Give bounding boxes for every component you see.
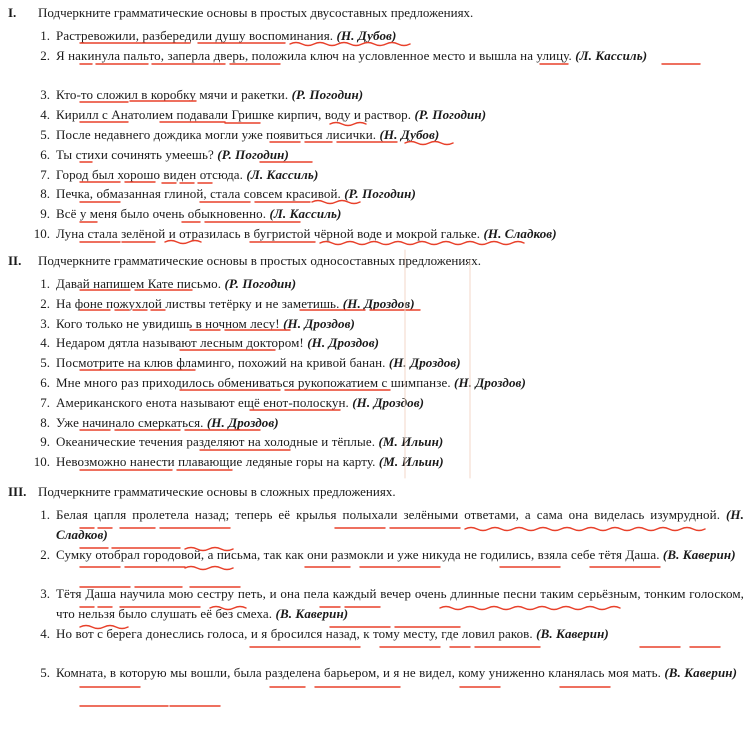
item-number: 4. — [40, 625, 50, 641]
item-number: 6. — [40, 146, 50, 162]
list-item — [0, 46, 750, 86]
list-item — [0, 204, 750, 224]
item-number: 6. — [40, 374, 50, 390]
item-text: Посмотрите на клюв фламинго, похожий на кривой банан. (Н. Дроздов) — [56, 355, 461, 371]
item-number: 1. — [40, 276, 50, 291]
list-item — [0, 432, 750, 452]
section-number: I. — [8, 5, 17, 20]
item-text: Невозможно нанести плавающие ледяные горы на карту. (М. Ильин) — [56, 454, 444, 470]
list-item — [0, 85, 750, 105]
list-item — [0, 663, 750, 703]
item-text: Но вот с берега донеслись голоса, и я бросился назад, к тому месту, где ловил раков. (В. Каверин) — [56, 625, 609, 641]
section-title: Подчеркните грамматические основы в простых односоставных предложениях. — [38, 253, 482, 268]
item-text: Кого только не увидишь в ночном лесу! (Н. Дроздов) — [56, 315, 355, 331]
item-number: 9. — [40, 206, 50, 222]
item-number: 9. — [40, 434, 50, 450]
list-item — [0, 274, 750, 294]
item-number: 3. — [40, 586, 50, 602]
item-number: 5. — [40, 126, 50, 142]
list-item — [0, 224, 750, 244]
list-item — [0, 373, 750, 393]
item-number: 2. — [40, 295, 50, 311]
item-number: 8. — [40, 186, 50, 202]
item-text: Океанические течения разделяют на холодные и тёплые. (М. Ильин) — [56, 434, 444, 450]
item-text: Всё у меня было очень обыкновенно. (Л. Кассиль) — [56, 206, 342, 222]
item-text: Давай напишем Кате письмо. (Р. Погодин) — [56, 276, 297, 291]
list-item — [0, 545, 750, 585]
list-item — [0, 413, 750, 433]
item-number: 3. — [40, 87, 50, 103]
list-item — [0, 393, 750, 413]
item-number: 8. — [40, 414, 50, 430]
exercise-list — [0, 274, 750, 472]
list-item — [0, 584, 750, 624]
item-text: Белая цапля пролетела назад; теперь её крылья полыхали зелёными ответами, а сама она виделась изумрудной. (Н. Сладков) — [56, 507, 744, 542]
list-item — [0, 314, 750, 334]
section-number: II. — [8, 253, 22, 268]
item-number: 10. — [33, 454, 50, 470]
item-text: Американского енота называют ещё енот-полоскун. (Н. Дроздов) — [56, 394, 425, 410]
item-text: Кирилл с Анатолием подавали Гришке кирпич, воду и раствор. (Р. Погодин) — [56, 107, 487, 123]
item-text: Мне много раз приходилось обмениваться рукопожатием с шимпанзе. (Н. Дроздов) — [56, 374, 526, 390]
item-text: Недаром дятла называют лесным доктором! (Н. Дроздов) — [56, 335, 380, 351]
item-text: Я накинула пальто, заперла дверь, положила ключ на условленное место и вышла на улицу. (Л. Кассиль) — [56, 47, 648, 63]
item-text: Печка, обмазанная глиной, стала совсем красивой. (Р. Погодин) — [56, 186, 416, 202]
item-text: Город был хорошо виден отсюда. (Л. Кассиль) — [56, 166, 319, 182]
list-item — [0, 184, 750, 204]
item-number: 2. — [40, 546, 50, 562]
item-text: Ты стихи сочинять умеешь? (Р. Погодин) — [56, 146, 289, 162]
section-heading — [8, 483, 396, 501]
exercise-list — [0, 505, 750, 703]
list-item — [0, 165, 750, 185]
item-number: 1. — [40, 507, 50, 522]
item-text: На фоне пожухлой листвы тетёрку и не заметишь. (Н. Дроздов) — [56, 295, 415, 311]
exercise-list — [0, 26, 750, 244]
list-item — [0, 294, 750, 314]
section-title: Подчеркните грамматические основы в простых двусоставных предложениях. — [38, 5, 474, 20]
item-number: 2. — [40, 47, 50, 63]
list-item — [0, 145, 750, 165]
item-number: 4. — [40, 335, 50, 351]
section-heading — [8, 252, 481, 270]
section-heading — [8, 4, 473, 22]
list-item — [0, 125, 750, 145]
item-text: Кто-то сложил в коробку мячи и ракетки. (Р. Погодин) — [56, 87, 364, 103]
item-text: Растревожили, разбередили душу воспоминания. (Н. Дубов) — [56, 28, 397, 43]
item-text: Луна стала зелёной и отразилась в бугристой чёрной воде и мокрой гальке. (Н. Сладков) — [56, 225, 557, 241]
list-item — [0, 333, 750, 353]
list-item — [0, 26, 750, 46]
item-number: 7. — [40, 166, 50, 182]
list-item — [0, 624, 750, 664]
item-number: 3. — [40, 315, 50, 331]
item-number: 7. — [40, 394, 50, 410]
item-number: 5. — [40, 355, 50, 371]
list-item — [0, 105, 750, 125]
item-number: 10. — [33, 225, 50, 241]
item-number: 4. — [40, 107, 50, 123]
item-text: После недавнего дождика могли уже появиться лисички. (Н. Дубов) — [56, 126, 440, 142]
list-item — [0, 505, 750, 545]
item-number: 5. — [40, 665, 50, 681]
item-text: Уже начинало смеркаться. (Н. Дроздов) — [56, 414, 279, 430]
item-text: Тётя Даша научила мою сестру петь, и она пела каждый вечер очень длинные песни таким серьёзным, тонким голоском, что нельзя было слушать её без смеха. (В. Каверин) — [56, 586, 744, 621]
list-item — [0, 452, 750, 472]
section-title: Подчеркните грамматические основы в сложных предложениях. — [38, 484, 396, 499]
list-item — [0, 353, 750, 373]
item-number: 1. — [40, 28, 50, 43]
item-text: Сумку отобрал городовой, а письма, так как они размокли и уже никуда не годились, взяла себе тётя Даша. (В. Каверин) — [56, 546, 736, 562]
section-number: III. — [8, 484, 27, 499]
item-text: Комната, в которую мы вошли, была разделена барьером, и я не видел, кому униженно кланялась моя мать. (В. Каверин) — [56, 665, 738, 681]
